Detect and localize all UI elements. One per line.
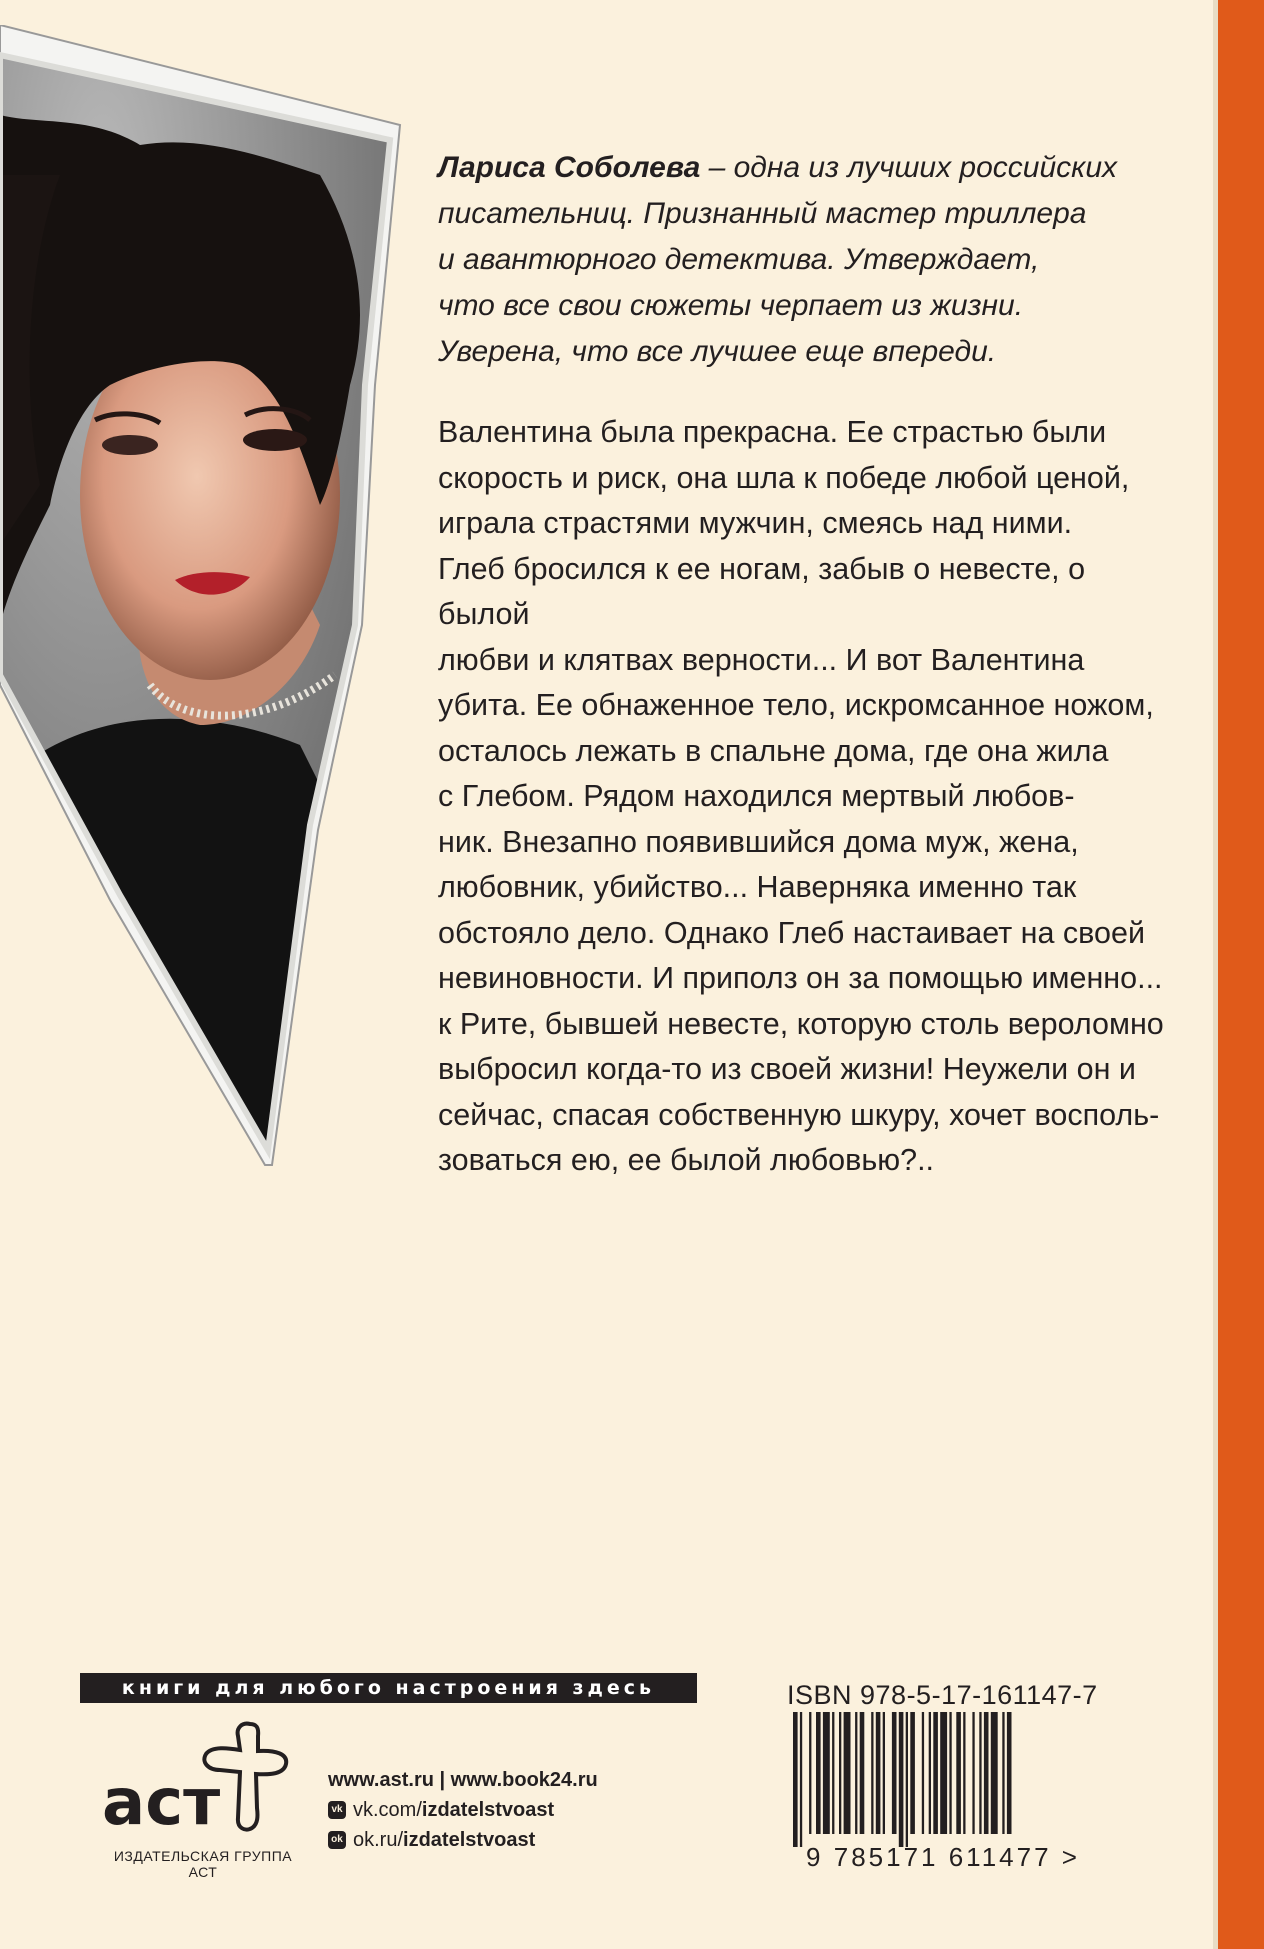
website-links[interactable]: www.ast.ru | www.book24.ru <box>328 1769 598 1791</box>
annotation-line: обстояло дело. Однако Глеб настаивает на своей <box>438 915 1146 950</box>
barcode-bar <box>809 1712 811 1834</box>
barcode-bar <box>929 1712 931 1834</box>
ok-link[interactable] <box>328 1825 598 1855</box>
vk-prefix: vk.com/ <box>353 1799 422 1821</box>
annotation-line: играла страстями мужчин, смеясь над ними. <box>438 506 1073 540</box>
ast-logo <box>100 1718 290 1838</box>
author-bio <box>438 145 1138 375</box>
barcode-bar <box>860 1712 865 1834</box>
bio-line: что все свои сюжеты черпает из жизни. <box>438 289 1024 322</box>
vk-icon: vk <box>328 1801 346 1819</box>
barcode-bar <box>793 1712 798 1847</box>
annotation-line: убита. Ее обнаженное тело, искромсанное ножом, <box>438 688 1154 722</box>
barcode-bar <box>892 1712 897 1834</box>
barcode-bar <box>876 1712 881 1834</box>
barcode-bar <box>906 1712 908 1847</box>
annotation-line: зоваться ею, ее былой любовью?.. <box>438 1143 935 1177</box>
author-photo <box>0 25 410 1170</box>
publisher-links <box>328 1765 598 1855</box>
publisher-name: ИЗДАТЕЛЬСКАЯ ГРУППА АСТ <box>113 1848 293 1880</box>
annotation-line: сейчас, спасая собственную шкуру, хочет восполь- <box>438 1097 1160 1132</box>
book-annotation <box>438 410 1168 1184</box>
bio-line: писательниц. Признанный мастер триллера <box>438 197 1087 230</box>
annotation-line: с Глебом. Рядом находился мертвый любов- <box>438 779 1075 813</box>
barcode-bar <box>949 1712 951 1834</box>
barcode-bar <box>979 1712 981 1834</box>
annotation-line: ник. Внезапно появившийся дома муж, жена, <box>438 824 1079 859</box>
barcode-bar <box>984 1712 989 1834</box>
barcode-bar <box>972 1712 974 1834</box>
logo-text: аст <box>102 1766 221 1838</box>
ok-prefix: ok.ru/ <box>353 1829 404 1851</box>
barcode-bar <box>823 1712 830 1834</box>
isbn-barcode <box>763 1712 1123 1872</box>
barcode-bar <box>910 1712 915 1834</box>
isbn-label: ISBN 978-5-17-161147-7 <box>787 1680 1098 1710</box>
barcode-bar <box>883 1712 885 1834</box>
barcode-bar <box>832 1712 834 1834</box>
annotation-line: любви и клятвах верности... И вот Валентина <box>438 642 1085 677</box>
annotation-line: любовник, убийство... Наверняка именно так <box>438 870 1077 904</box>
barcode-bar <box>1007 1712 1012 1834</box>
barcode-bar <box>991 1712 998 1834</box>
orange-spine-stripe <box>1218 0 1264 1949</box>
annotation-line: невиновности. И приполз он за помощью именно... <box>438 961 1163 995</box>
barcode-digits: 9 785171 611477 > <box>806 1842 1080 1872</box>
annotation-line: осталось лежать в спальне дома, где она жила <box>438 733 1109 768</box>
barcode-bar <box>844 1712 851 1834</box>
barcode-bar <box>816 1712 821 1834</box>
spine-edge <box>1213 0 1218 1949</box>
barcode-bar <box>940 1712 947 1834</box>
slogan-bar: книги для любого настроения здесь <box>80 1673 697 1703</box>
annotation-line: к Рите, бывшей невесте, которую столь вероломно <box>438 1006 1164 1041</box>
ok-icon: ok <box>328 1831 346 1849</box>
annotation-line: Глеб бросился к ее ногам, забыв о невесте, о былой <box>438 551 1086 631</box>
bio-line: Уверена, что все лучшее еще впереди. <box>438 335 997 368</box>
barcode-bar <box>956 1712 961 1834</box>
barcode-bar <box>839 1712 841 1834</box>
annotation-line: Валентина была прекрасна. Ее страстью были <box>438 415 1107 449</box>
bio-line: и авантюрного детектива. Утверждает, <box>438 243 1040 276</box>
vk-handle: izdatelstvoast <box>421 1799 555 1821</box>
annotation-line: выбросил когда-то из своей жизни! Неужели он и <box>438 1052 1136 1086</box>
barcode-bar <box>899 1712 904 1847</box>
barcode-bar <box>871 1712 873 1834</box>
ok-handle: izdatelstvoast <box>403 1829 536 1851</box>
barcode-bar <box>963 1712 965 1834</box>
barcode-bar <box>1002 1712 1004 1834</box>
barcode-bar <box>800 1712 802 1847</box>
author-name: Лариса Соболева <box>438 151 701 184</box>
barcode-bar <box>855 1712 857 1834</box>
barcode-bar <box>933 1712 938 1834</box>
vk-link[interactable] <box>328 1795 598 1825</box>
barcode-bar <box>922 1712 924 1834</box>
annotation-line: скорость и риск, она шла к победе любой ценой, <box>438 460 1130 495</box>
bio-line: – одна из лучших российских <box>700 151 1117 184</box>
